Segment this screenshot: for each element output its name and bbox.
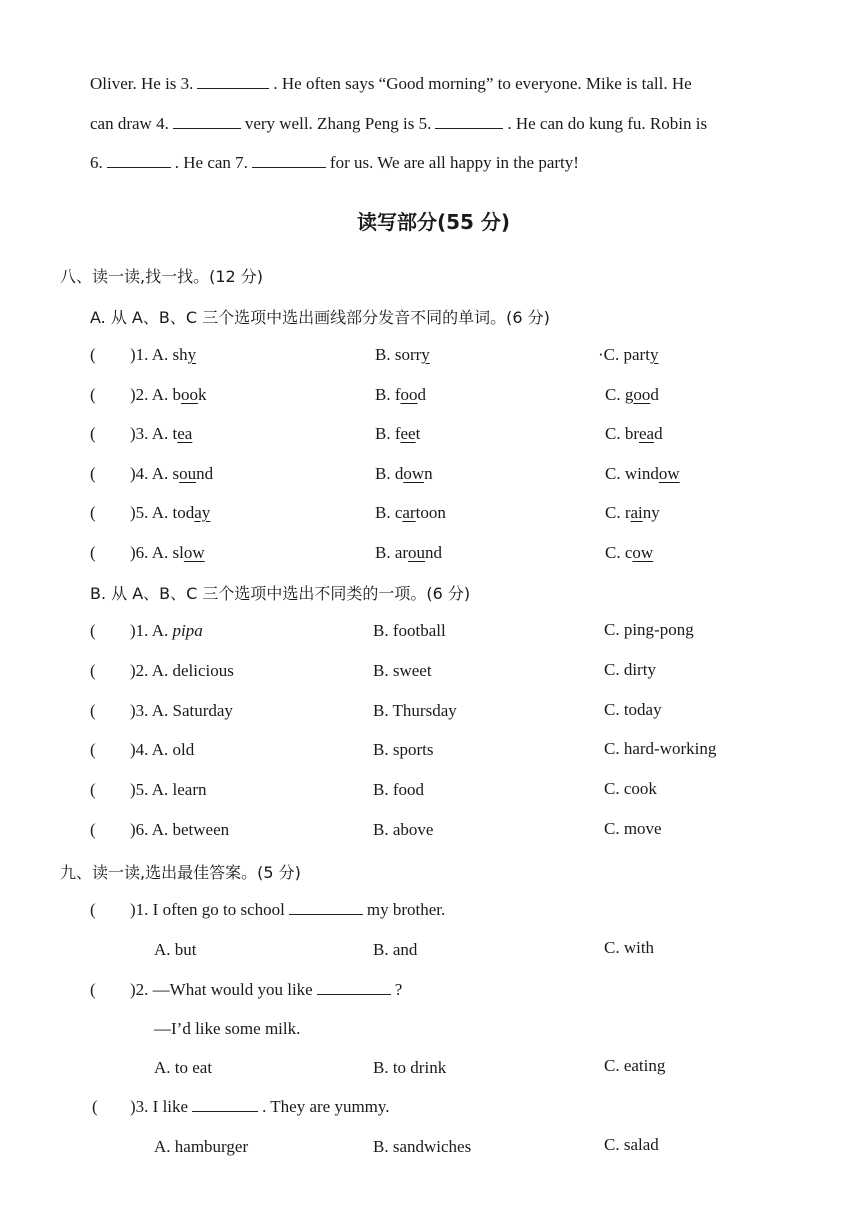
underlined-letters: y — [421, 345, 430, 364]
option-b[interactable]: B. sports — [373, 740, 434, 760]
word-part: C. c — [605, 542, 633, 562]
underlined-letters: ea — [177, 424, 193, 443]
option-b[interactable] — [375, 345, 430, 365]
underlined-letters: y — [187, 345, 197, 364]
option-a[interactable] — [130, 385, 207, 405]
answer-paren[interactable]: ( — [90, 820, 96, 839]
word-part: C. g — [605, 384, 634, 404]
item-number: )5. A. — [130, 503, 173, 522]
word-part: b — [172, 384, 181, 404]
word-part: d — [650, 384, 659, 404]
q2-option-c[interactable]: C. eating — [604, 1056, 666, 1075]
q3-option-b[interactable]: B. sandwiches — [373, 1137, 472, 1156]
option-b[interactable]: B. sweet — [373, 660, 432, 680]
word-part: nd — [425, 542, 443, 562]
answer-blank[interactable] — [173, 114, 241, 129]
answer-blank — [192, 1097, 258, 1112]
word-part: B. ar — [375, 542, 409, 562]
option-a[interactable] — [130, 780, 206, 800]
answer-blank[interactable] — [197, 74, 269, 89]
item-number: )2. A. — [130, 384, 173, 404]
answer-paren[interactable]: ( — [90, 503, 96, 522]
question-text: )2. —What would you like — [130, 980, 313, 999]
q2-option-b[interactable]: B. to drink — [373, 1058, 447, 1077]
question-text: ? — [394, 980, 403, 999]
answer-paren[interactable]: ( — [90, 424, 96, 443]
option-word: delicious — [172, 660, 234, 680]
option-b[interactable] — [375, 464, 433, 484]
passage-line-3 — [90, 153, 579, 173]
option-b[interactable] — [375, 385, 426, 405]
answer-paren[interactable]: ( — [90, 463, 96, 483]
answer-paren[interactable]: ( — [90, 740, 96, 760]
underlined-letters: oo — [181, 384, 198, 404]
answer-paren[interactable]: ( — [90, 700, 96, 720]
option-a[interactable] — [130, 424, 192, 444]
option-a[interactable] — [130, 621, 203, 641]
underlined-letters: ay — [194, 503, 211, 522]
item-number: )1. A. — [130, 621, 173, 640]
option-word: Saturday — [172, 700, 233, 720]
option-b[interactable]: B. food — [373, 780, 424, 800]
word-part: C. r — [605, 503, 631, 522]
question-text: . They are yummy. — [262, 1097, 390, 1116]
word-part: d — [417, 384, 426, 404]
item-number: )2. A. — [130, 660, 173, 680]
underlined-letters: ow — [658, 463, 680, 483]
passage-text: . He can 7. — [174, 153, 248, 172]
answer-blank[interactable] — [435, 114, 503, 129]
word-part: t — [415, 424, 421, 443]
option-b[interactable]: B. above — [373, 820, 434, 839]
underlined-letters: ou — [179, 463, 197, 483]
option-c[interactable] — [605, 503, 660, 523]
answer-paren[interactable]: ( — [90, 345, 96, 364]
word-part: sl — [172, 542, 184, 562]
option-c[interactable] — [605, 385, 659, 405]
word-part: B. f — [375, 424, 401, 443]
underlined-letters: ow — [632, 542, 654, 562]
passage-text: 6. — [90, 153, 103, 172]
item-number: )1. A. — [130, 345, 173, 364]
question-text: )3. I like — [130, 1097, 189, 1116]
word-part: sh — [172, 345, 188, 364]
option-a[interactable] — [130, 820, 229, 840]
question-text: my brother. — [366, 900, 446, 919]
question-text: )1. I often go to school — [130, 900, 285, 919]
word-part: B. sorr — [375, 345, 422, 364]
option-c[interactable]: C. cook — [604, 779, 657, 799]
word-part: t — [172, 424, 178, 443]
passage-text: . He can do kung fu. Robin is — [507, 114, 708, 133]
option-c[interactable]: C. today — [604, 699, 662, 719]
underlined-letters: ou — [408, 542, 426, 562]
option-c[interactable]: C. dirty — [604, 659, 656, 679]
option-word: learn — [172, 780, 207, 800]
underlined-letters: oo — [400, 384, 418, 404]
option-c[interactable]: C. move — [604, 819, 662, 838]
passage-text: for us. We are all happy in the party! — [329, 153, 579, 172]
answer-paren[interactable]: ( — [90, 621, 96, 640]
section-title: 读写部分(55 分) — [356, 210, 511, 234]
answer-blank — [317, 980, 391, 995]
option-word: old — [172, 740, 195, 760]
item-number: )3. A. — [130, 424, 173, 443]
q3-option-c[interactable]: C. salad — [604, 1135, 659, 1154]
underlined-letters: oo — [633, 384, 651, 404]
q3-option-a[interactable]: A. hamburger — [154, 1137, 249, 1156]
word-part: nd — [196, 463, 214, 483]
passage-text: very well. Zhang Peng is 5. — [244, 114, 432, 133]
word-part: B. d — [375, 463, 404, 483]
answer-paren[interactable]: ( — [90, 384, 96, 404]
option-word: pipa — [172, 621, 203, 640]
underlined-letters: ee — [400, 424, 416, 443]
item-number: )6. A. — [130, 542, 173, 562]
answer-blank[interactable] — [107, 153, 171, 168]
option-c[interactable] — [605, 424, 663, 444]
answer-blank — [289, 900, 363, 915]
q1-option-a[interactable]: A. but — [154, 940, 197, 959]
item-number: )3. A. — [130, 700, 173, 720]
q3-stem — [130, 1097, 390, 1117]
answer-paren[interactable]: ( — [90, 980, 96, 999]
word-part: d — [654, 424, 663, 443]
word-part: n — [424, 463, 433, 483]
underlined-letters: ea — [639, 424, 655, 443]
part8-b-heading: B. 从 A、B、C 三个选项中选出不同类的一项。(6 分) — [90, 584, 471, 603]
q2-stem — [130, 980, 402, 1000]
q1-option-c[interactable]: C. with — [604, 938, 655, 957]
part8-a-heading: A. 从 A、B、C 三个选项中选出画线部分发音不同的单词。(6 分) — [90, 308, 550, 327]
option-b[interactable] — [375, 503, 446, 523]
q1-stem — [130, 900, 445, 920]
option-b[interactable] — [375, 543, 442, 563]
word-part: B. f — [375, 384, 401, 404]
underlined-letters: ai — [630, 503, 643, 522]
option-c[interactable] — [598, 345, 658, 365]
answer-paren[interactable]: ( — [90, 900, 96, 919]
part9-heading: 九、读一读,选出最佳答案。(5 分) — [60, 863, 301, 882]
item-number: )5. A. — [130, 780, 173, 800]
passage-line-2 — [90, 114, 707, 134]
option-a[interactable] — [130, 345, 196, 365]
option-c[interactable]: C. hard-working — [604, 739, 717, 759]
passage-text: Oliver. He is 3. — [90, 74, 194, 93]
word-part: toon — [415, 503, 446, 522]
word-part: ny — [642, 503, 660, 522]
answer-paren[interactable]: ( — [92, 1097, 98, 1116]
word-part: C. wind — [605, 463, 659, 483]
answer-blank[interactable] — [252, 153, 326, 168]
option-c[interactable] — [605, 464, 680, 484]
item-number: )6. A. — [130, 820, 173, 839]
passage-line-1 — [90, 74, 692, 94]
underlined-letters: y — [649, 345, 659, 364]
item-number: )4. A. — [130, 463, 173, 483]
option-b[interactable]: B. football — [373, 621, 446, 640]
option-a[interactable] — [130, 661, 234, 681]
answer-paren[interactable]: ( — [90, 542, 96, 562]
option-a[interactable] — [130, 740, 194, 760]
word-part: B. c — [375, 503, 403, 522]
option-a[interactable] — [130, 701, 233, 721]
answer-paren[interactable]: ( — [90, 660, 96, 680]
passage-text: can draw 4. — [90, 114, 169, 133]
passage-text: . He often says “Good morning” to everyone. Mike is tall. He — [273, 74, 692, 93]
option-c[interactable] — [605, 543, 653, 563]
word-part: C. br — [605, 424, 639, 443]
q2-option-a[interactable]: A. to eat — [154, 1058, 213, 1077]
option-b[interactable] — [375, 424, 420, 444]
word-part: ·C. part — [598, 345, 650, 364]
option-a[interactable] — [130, 543, 205, 563]
option-a[interactable] — [130, 464, 213, 484]
answer-paren[interactable]: ( — [90, 780, 96, 800]
option-c[interactable]: C. ping-pong — [604, 620, 694, 639]
word-part: k — [198, 384, 207, 404]
option-a[interactable] — [130, 503, 210, 523]
word-part: tod — [172, 503, 195, 522]
option-b[interactable]: B. Thursday — [373, 700, 457, 720]
part8-heading: 八、读一读,找一找。(12 分) — [60, 267, 264, 286]
underlined-letters: ar — [402, 503, 416, 522]
q2-reply: —I’d like some milk. — [154, 1019, 301, 1038]
word-part: s — [172, 463, 180, 483]
underlined-letters: ow — [183, 542, 205, 562]
option-word: between — [172, 820, 230, 839]
q1-option-b[interactable]: B. and — [373, 940, 418, 959]
underlined-letters: ow — [403, 463, 425, 483]
item-number: )4. A. — [130, 740, 173, 760]
